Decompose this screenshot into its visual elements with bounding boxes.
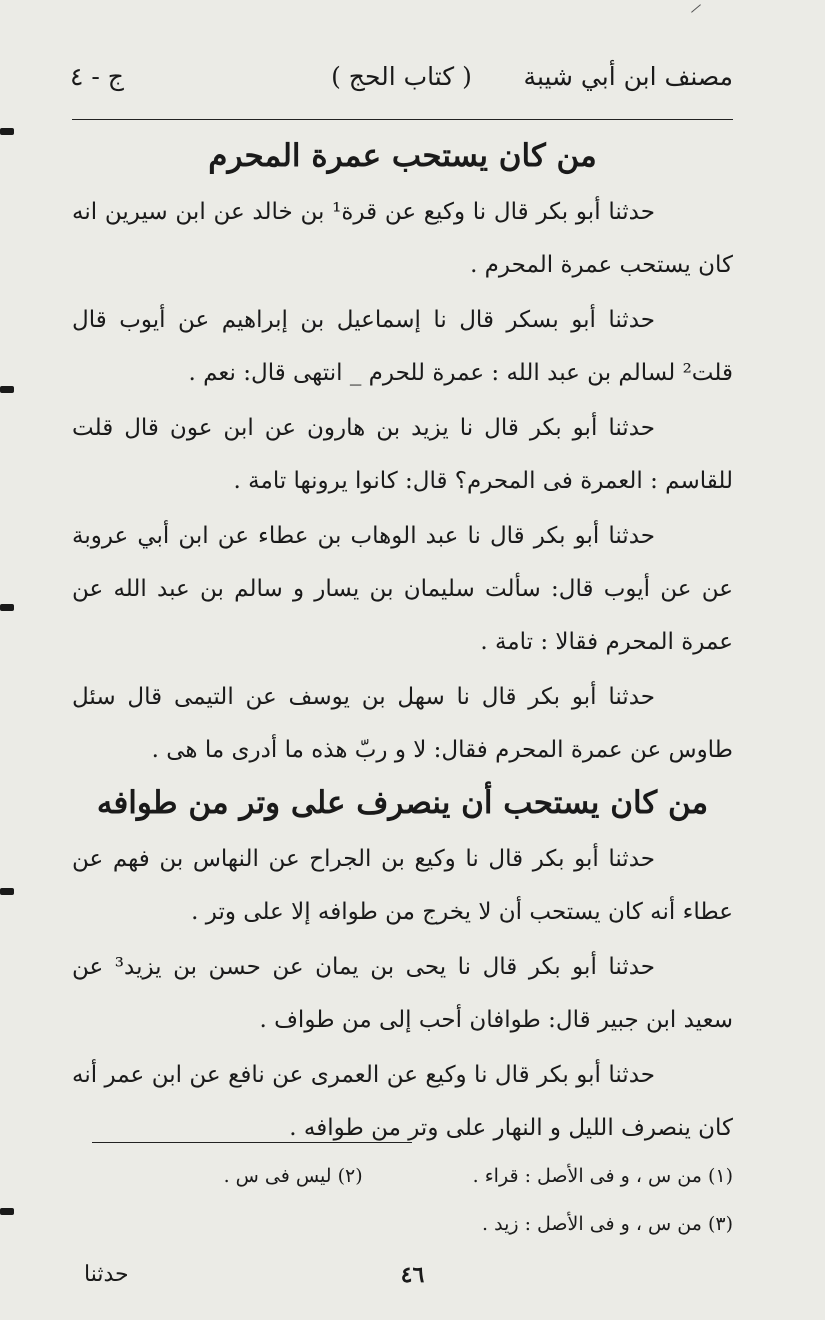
page-number: ٤٦ — [400, 1262, 425, 1288]
binding-mark — [0, 604, 14, 611]
footnote-rule — [92, 1142, 412, 1143]
binding-mark — [0, 386, 14, 393]
hadith-paragraph: حدثنا أبو بكر قال نا وكيع عن قرة¹ بن خالد عن ابن سيرين انه كان يستحب عمرة المحرم . — [72, 199, 733, 278]
hadith-paragraph: حدثنا أبو بكر قال نا يحى بن يمان عن حسن بن يزيد³ عن سعيد ابن جبير قال: طوافان أحب إلى من طواف . — [72, 954, 733, 1033]
footnote-1: (١) من س ، و فى الأصل : قراء . — [472, 1165, 733, 1187]
pencil-mark — [691, 4, 701, 12]
binding-mark — [0, 128, 14, 135]
running-header — [70, 62, 733, 106]
footnote-3: (٣) من س ، و فى الأصل : زيد . — [482, 1213, 733, 1235]
header-book-name: مصنف ابن أبي شيبة — [523, 62, 733, 91]
hadith-paragraph: حدثنا أبو بكر قال نا يزيد بن هارون عن ابن عون قال قلت للقاسم : العمرة فى المحرم؟ قال: كانوا يرونها تامة . — [72, 415, 733, 494]
header-rule — [72, 119, 733, 120]
binding-mark — [0, 1208, 14, 1215]
hadith-paragraph: حدثنا أبو بكر قال نا وكيع عن العمرى عن نافع عن ابن عمر أنه كان ينصرف الليل و النهار على وتر من طوافه . — [72, 1062, 733, 1141]
footnote-2: (٢) ليس فى س . — [223, 1165, 363, 1187]
hadith-paragraph: حدثنا أبو بكر قال نا وكيع بن الجراح عن النهاس بن فهم عن عطاء أنه كان يستحب أن لا يخرج من طوافه إلا على وتر . — [72, 846, 733, 925]
page-body — [72, 130, 733, 1157]
binding-mark — [0, 888, 14, 895]
hadith-paragraph: حدثنا أبو بسكر قال نا إسماعيل بن إبراهيم عن أيوب قال قلت² لسالم بن عبد الله : عمرة للحرم _ انتهى قال: نعم . — [72, 307, 733, 386]
section-title: من كان يستحب عمرة المحرم — [208, 138, 597, 174]
hadith-paragraph: حدثنا أبو بكر قال نا سهل بن يوسف عن التيمى قال سئل طاوس عن عمرة المحرم فقال: لا و ربّ هذه ما أدرى ما هى . — [72, 684, 733, 763]
section-title: من كان يستحب أن ينصرف على وتر من طوافه — [96, 785, 709, 821]
catchword: حدثنا — [84, 1262, 129, 1287]
hadith-paragraph: حدثنا أبو بكر قال نا عبد الوهاب بن عطاء عن ابن أبي عروبة عن عن أيوب قال: سألت سليمان بن يسار و سالم بن عبد الله عن عمرة المحرم فقالا : تامة . — [72, 523, 733, 655]
header-volume: ج - ٤ — [70, 62, 124, 91]
footnotes — [72, 1152, 733, 1248]
header-chapter-title: ( كتاب الحج ) — [331, 62, 472, 91]
